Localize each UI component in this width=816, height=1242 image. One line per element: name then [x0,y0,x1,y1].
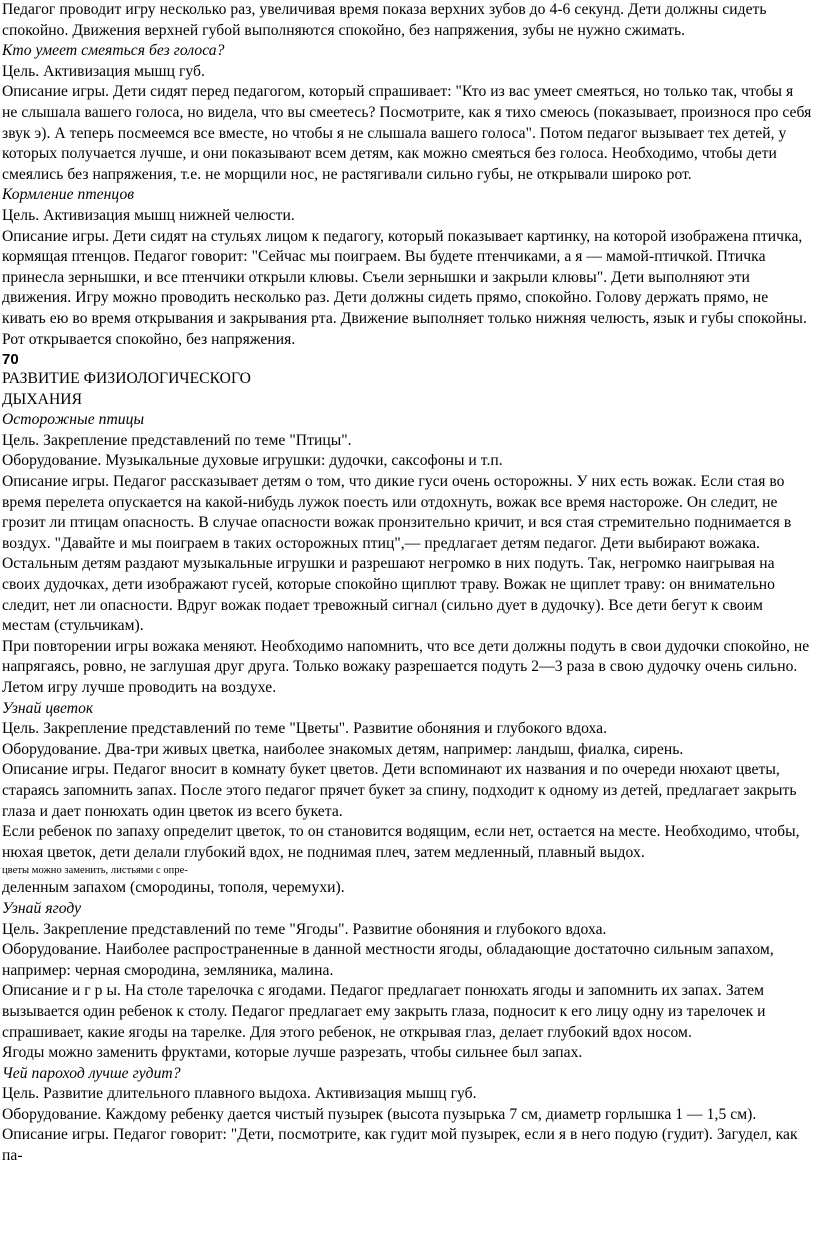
game-title-berry: Узнай ягоду [2,899,82,917]
description-flower: Описание игры. Педагог вносит в комнату букет цветов. Дети вспоминают их названия и по очереди нюхают цветы, стараясь запомнить запах. После этого педагог прячет букет за спину, подходит к одному из детей, предлагает закрыть глаза и дает понюхать один цветок из всего букета. [2,761,797,820]
equipment-steamboat: Оборудование. Каждому ребенку дается чистый пузырек (высота пузырька 7 см, диаметр горлышка 1 — 1,5 см). [2,1105,757,1123]
game-title-steamboat: Чей пароход лучше гудит? [2,1064,181,1082]
description-laugh: Описание игры. Дети сидят перед педагогом, который спрашивает: "Кто из вас умеет смеяться, но только так, чтобы я не слышала вашего голоса, но видела, что вы смеетесь? Посмотрите, как я тихо смеюсь (показывает, произнося про себя звук э). А теперь посмеемся все вместе, но чтобы я не слышала вашего голоса". Потом педагог вызывает тех детей, у которых получается лучше, и они показывают всем детям, как можно смеяться без голоса. Необходимо, чтобы дети смеялись без напряжения, т.е. не морщили нос, не растягивали сильно губы, не открывали широко рот. [2,83,812,183]
paragraph-intro: Педагог проводит игру несколько раз, увеличивая время показа верхних зубов до 4-6 секунд. Дети должны сидеть спокойно. Движения верхней губой выполняются спокойно, без напряжения, зубы не нужно сжимать. [2,1,767,39]
description-birds: Описание игры. Педагог рассказывает детям о том, что дикие гуси очень осторожны. У них есть вожак. Если стая во время перелета опускается на какой-нибудь лужок поесть или отдохнуть, вожак все время настороже. Он следит, не грозит ли птицам опасность. В случае опасности вожак пронзительно кричит, и вся стая стремительно поднимается в воздух. "Давайте и мы поиграем в таких осторожных птиц",— предлагает детям педагог. Дети выбирают вожака. Остальным детям раздают музыкальные игрушки и разрешают негромко в них подуть. Так, негромко наигрывая на своих дудочках, дети изображают гусей, которые спокойно щиплют траву. Вожак не щиплет траву: он внимательно следит, нет ли опасности. Вдруг вожак подает тревожный сигнал (сильно дует в дудочку). Все дети бегут к своим местам (стульчикам). [2,473,792,635]
goal-steamboat: Цель. Развитие длительного плавного выдоха. Активизация мышц губ. [2,1085,477,1103]
footnote-small: цветы можно заменить, листьями с опре- [2,865,188,877]
page-number: 70 [2,351,19,369]
note-flower: Если ребенок по запаху определит цветок, то он становится водящим, если нет, остается на месте. Необходимо, чтобы, нюхая цветок, дети делали глубокий вдох, не поднимая плеч, затем медленный, плавный выдох. [2,823,800,861]
description-feeding: Описание игры. Дети сидят на стульях лицом к педагогу, который показывает картинку, на которой изображена птичка, кормящая птенцов. Педагог говорит: "Сейчас мы поиграем. Вы будете птенчиками, а я — мамой-птичкой. Птичка принесла зернышки, и все птенчики открыли клювы. Съели зернышки и закрыли клювы". Дети выполняют эти движения. Игру можно проводить несколько раз. Дети должны сидеть прямо, спокойно. Голову держать прямо, не кивать ею во время открывания и закрывания рта. Движение выполняет только нижняя челюсть, язык и губы спокойны. Рот открывается спокойно, без напряжения. [2,227,807,348]
game-title-birds: Осторожные птицы [2,411,145,429]
game-title-feeding: Кормление птенцов [2,186,135,204]
game-title-flower: Узнай цветок [2,699,94,717]
goal-berry: Цель. Закрепление представлений по теме "Ягоды". Развитие обоняния и глубокого вдоха. [2,920,607,938]
description-steamboat: Описание игры. Педагог говорит: "Дети, посмотрите, как гудит мой пузырек, если я в него подую (гудит). Загудел, как па- [2,1126,798,1165]
section-heading-line1: РАЗВИТИЕ ФИЗИОЛОГИЧЕСКОГО [2,370,251,388]
note-birds: При повторении игры вожака меняют. Необходимо напомнить, что все дети должны подуть в свои дудочки спокойно, не напрягаясь, ровно, не заглушая друг друга. Только вожаку разрешается подуть 2—3 раза в свою дудочку очень сильно. Летом игру лучше проводить на воздухе. [2,637,810,696]
goal-laugh: Цель. Активизация мышц губ. [2,62,205,80]
footnote-continuation: деленным запахом (смородины, тополя, черемухи). [2,879,345,897]
section-heading-line2: ДЫХАНИЯ [2,390,83,408]
description-berry: Описание и г р ы. На столе тарелочка с ягодами. Педагог предлагает понюхать ягоды и запомнить их запах. Затем вызывается один ребенок к столу. Педагог предлагает ему закрыть глаза, подносит к его лицу одну из тарелочек и спрашивает, какие ягоды на тарелке. Для этого ребенок, не открывая глаз, делает глубокий вдох носом. [2,982,766,1041]
equipment-flower: Оборудование. Два-три живых цветка, наиболее знакомых детям, например: ландыш, фиалка, сирень. [2,740,684,758]
goal-feeding: Цель. Активизация мышц нижней челюсти. [2,206,295,224]
game-title-laugh: Кто умеет смеяться без голоса? [2,42,225,60]
equipment-berry: Оборудование. Наиболее распространенные в данной местности ягоды, обладающие достаточно сильным запахом, например: черная смородина, земляника, малина. [2,941,774,979]
goal-flower: Цель. Закрепление представлений по теме "Цветы". Развитие обоняния и глубокого вдоха. [2,720,608,738]
note-berry: Ягоды можно заменить фруктами, которые лучше разрезать, чтобы сильнее был запах. [2,1044,583,1062]
equipment-birds: Оборудование. Музыкальные духовые игрушки: дудочки, саксофоны и т.п. [2,452,503,470]
goal-birds: Цель. Закрепление представлений по теме "Птицы". [2,431,352,449]
